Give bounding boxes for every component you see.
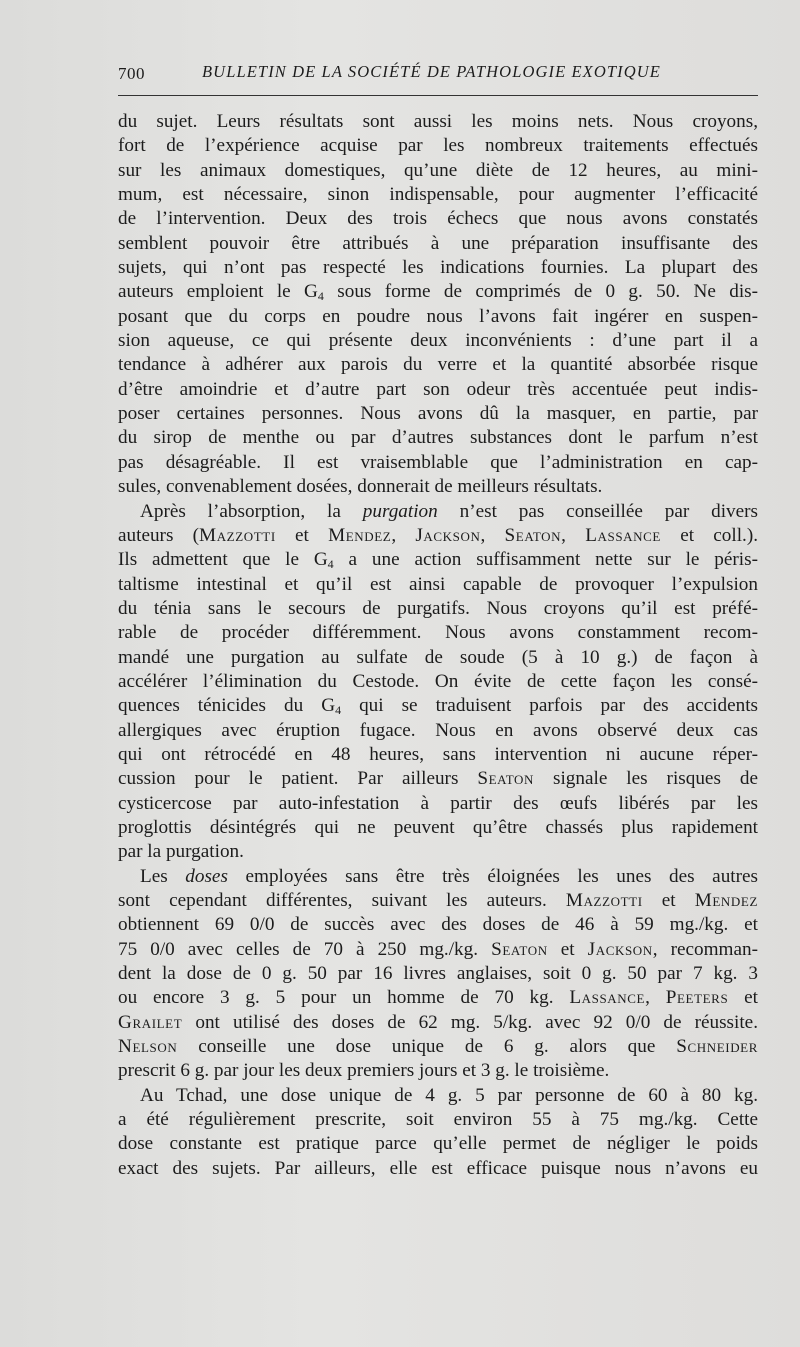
text-line: posant que du corps en poudre nous l’avons fait ingérer en suspen- — [118, 305, 758, 327]
paragraph-start-line: Les doses employées sans être très éloignées les unes des autres — [140, 865, 758, 887]
author-name: Mazzotti — [565, 890, 643, 911]
author-name: Jackson — [415, 524, 481, 546]
author-name: Schneider — [676, 1036, 758, 1058]
text-line: mandé une purgation au sulfate de soude (5 à 10 g.) de façon à — [118, 646, 758, 668]
author-name: Seaton — [477, 768, 535, 790]
author-name: Grailet — [118, 1011, 183, 1033]
text-line: a été régulièrement prescrite, soit environ 55 à 75 mg./kg. Cette — [118, 1109, 758, 1131]
text-line: sujets, qui n’ont pas respecté les indications fournies. La plupart des — [118, 257, 758, 279]
text-line: cussion pour le patient. Par ailleurs Seaton signale les risques de — [118, 768, 758, 790]
text-line: poser certaines personnes. Nous avons dû la masquer, en partie, par — [118, 403, 758, 425]
text-line: sion aqueuse, ce qui présente deux inconvénients : d’une part il a — [118, 330, 758, 352]
text-line: Ils admettent que le $G_4$ a une action suffisamment nette sur le péris- — [118, 549, 758, 572]
author-name: Lassance — [585, 524, 661, 546]
text-line: auteurs (Mazzotti et Mendez, Jackson, Seaton, Lassance et coll.). — [118, 524, 758, 546]
author-name: Mendez — [328, 524, 392, 546]
text-line: Nelson conseille une dose unique de 6 g. alors que Schneider — [118, 1036, 758, 1058]
text-line: semblent pouvoir être attribués à une préparation insuffisante des — [118, 232, 758, 254]
text-line: dent la dose de 0 g. 50 par 16 livres anglaises, soit 0 g. 50 par 7 kg. 3 — [118, 963, 758, 985]
text-line: taltisme intestinal et qu’il est ainsi capable de provoquer l’expulsion — [118, 573, 758, 595]
text-line: rable de procéder différemment. Nous avons constamment recom- — [118, 622, 758, 644]
text-line: par la purgation. — [118, 841, 244, 863]
text-line: pas désagréable. Il est vraisemblable que l’administration en cap- — [118, 451, 758, 473]
subscript: 4 — [327, 557, 334, 572]
body-text — [118, 110, 758, 1181]
paragraph-start-line: Au Tchad, une dose unique de 4 g. 5 par personne de 60 à 80 kg. — [140, 1084, 758, 1106]
text-line: Grailet ont utilisé des doses de 62 mg. 5/kg. avec 92 0/0 de réussite. — [118, 1011, 758, 1033]
text-line: du ténia sans le secours de purgatifs. Nous croyons qu’il est préfé- — [118, 597, 758, 619]
text-line: obtiennent 69 0/0 de succès avec des doses de 46 à 59 mg./kg. et — [118, 914, 758, 936]
italic-term: purgation — [362, 500, 438, 522]
text-line: prescrit 6 g. par jour les deux premiers jours et 3 g. le troisième. — [118, 1060, 610, 1082]
author-name: Seaton — [504, 524, 562, 546]
text-line: du sirop de menthe ou par d’autres substances dont le parfum n’est — [118, 427, 758, 449]
header-rule — [118, 95, 758, 96]
running-title: BULLETIN DE LA SOCIÉTÉ DE PATHOLOGIE EXOTIQUE — [202, 62, 661, 81]
page-number: 700 — [118, 64, 145, 83]
author-name: Peeters — [665, 987, 729, 1009]
text-line: allergiques avec éruption fugace. Nous en avons observé deux cas — [118, 719, 758, 741]
author-name: Mazzotti — [199, 524, 276, 546]
text-line: sules, convenablement dosées, donnerait de meilleurs résultats. — [118, 476, 603, 498]
author-name: Nelson — [118, 1036, 178, 1058]
subscript: 4 — [335, 703, 342, 718]
paragraph-start-line: Après l’absorption, la purgation n’est pas conseillée par divers — [140, 500, 758, 522]
text-line: cysticercose par auto-infestation à partir des œufs libérés par les — [118, 792, 758, 814]
author-name: Jackson — [587, 938, 653, 960]
text-line: du sujet. Leurs résultats sont aussi les moins nets. Nous croyons, — [118, 111, 758, 132]
text-line: dose constante est pratique parce qu’elle permet de négliger le poids — [118, 1133, 758, 1155]
text-line: tendance à adhérer aux parois du verre et la quantité absorbée risque — [118, 354, 758, 376]
text-line: proglottis désintégrés qui ne peuvent qu’être chassés plus rapidement — [118, 816, 758, 838]
subscript: 4 — [317, 289, 324, 304]
text-line: sur les animaux domestiques, qu’une diète de 12 heures, au mini- — [118, 159, 758, 181]
text-line: quences ténicides du $G_4$ qui se traduisent parfois par des accidents — [118, 695, 758, 718]
text-line: auteurs emploient le $G_4$ sous forme de comprimés de 0 g. 50. Ne dis- — [118, 281, 758, 304]
author-name: Lassance — [569, 987, 646, 1009]
text-line: 75 0/0 avec celles de 70 à 250 mg./kg. Seaton et Jackson, recomman- — [118, 938, 758, 960]
text-line: d’être amoindrie et d’autre part son odeur très accentuée peut indis- — [118, 378, 758, 400]
italic-term: doses — [185, 865, 228, 887]
text-line: exact des sujets. Par ailleurs, elle est efficace puisque nous n’avons eu — [118, 1157, 758, 1179]
text-line: accélérer l’élimination du Cestode. On évite de cette façon les consé- — [118, 670, 758, 692]
author-name: Seaton — [491, 938, 548, 960]
page-header — [118, 58, 758, 88]
text-line: de l’intervention. Deux des trois échecs que nous avons constatés — [118, 208, 758, 230]
text-line: qui ont rétrocédé en 48 heures, sans intervention ni aucune réper- — [118, 743, 758, 765]
text-line: sont cependant différentes, suivant les auteurs. Mazzotti et Mendez — [118, 890, 758, 911]
author-name: Mendez — [694, 890, 758, 911]
text-line: fort de l’expérience acquise par les nombreux traitements effectués — [118, 135, 758, 157]
text-line: ou encore 3 g. 5 pour un homme de 70 kg. Lassance, Peeters et — [118, 987, 758, 1009]
text-line: mum, est nécessaire, sinon indispensable, pour augmenter l’efficacité — [118, 184, 758, 206]
